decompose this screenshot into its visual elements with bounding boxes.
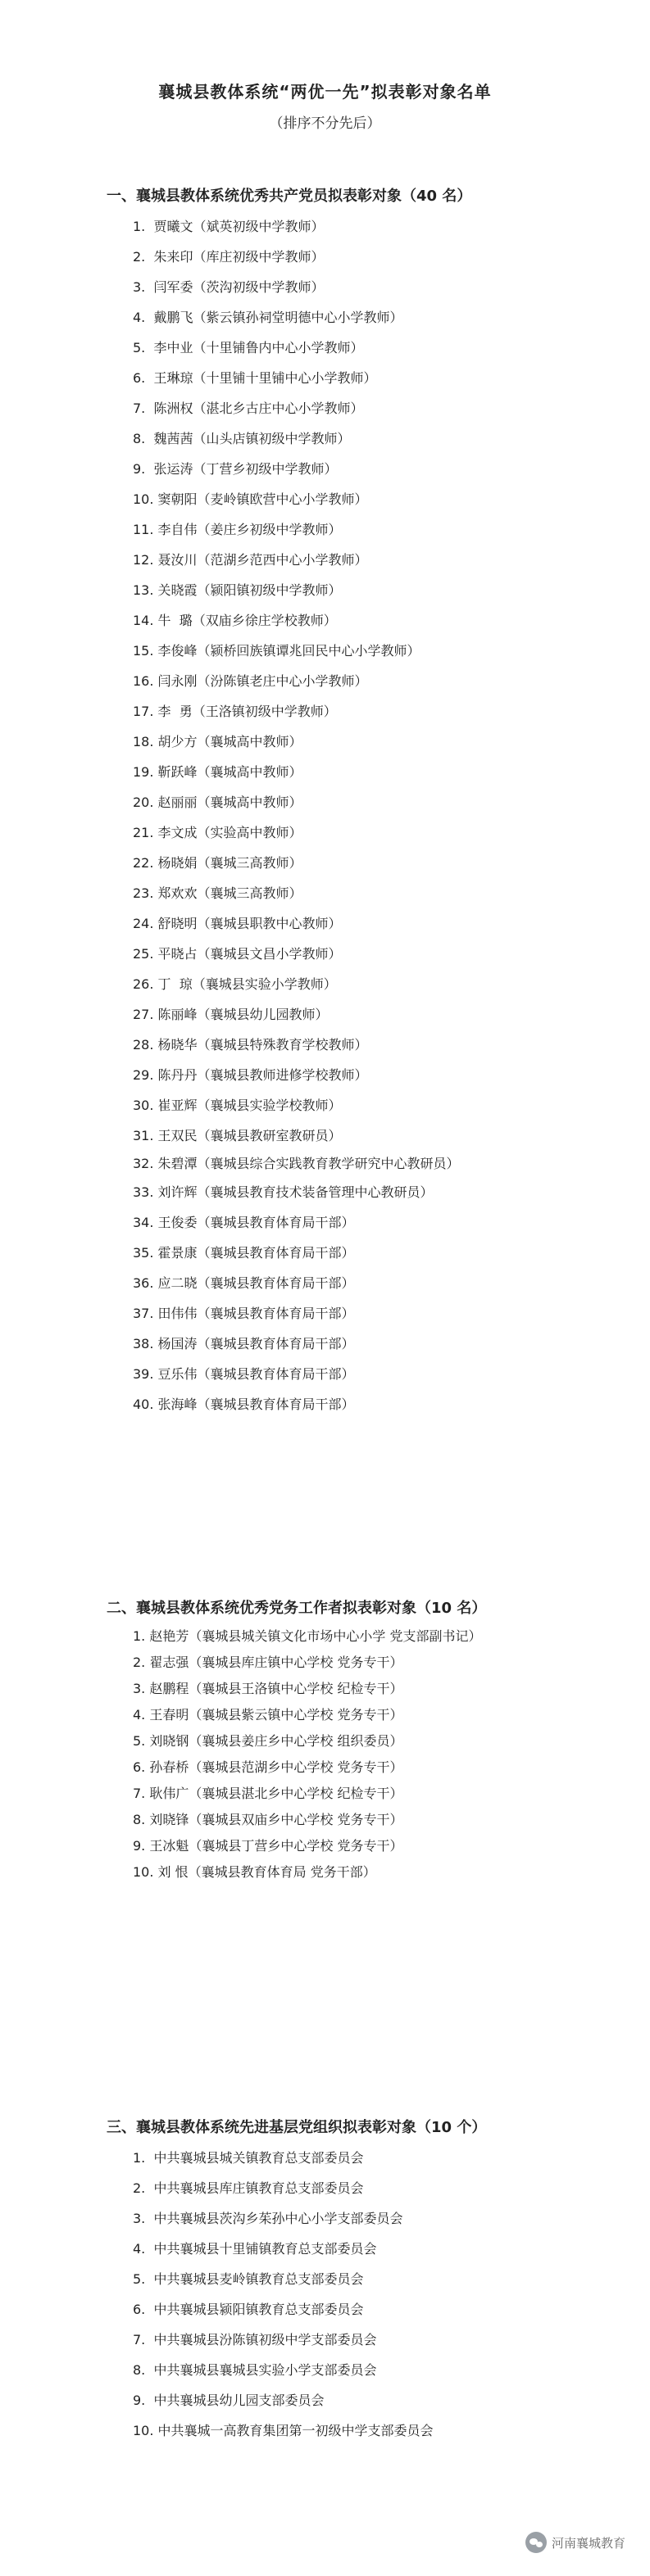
list-item: 9. 王冰魁（襄城县丁营乡中心学校 党务专干） <box>133 1838 403 1854</box>
list-item: 18. 胡少方（襄城高中教师） <box>133 734 302 749</box>
page-subtitle: （排序不分先后） <box>269 115 381 132</box>
list-item: 6. 中共襄城县颍阳镇教育总支部委员会 <box>133 2302 364 2317</box>
list-item: 4. 王春明（襄城县紫云镇中心学校 党务专干） <box>133 1707 403 1723</box>
list-item: 7. 中共襄城县汾陈镇初级中学支部委员会 <box>133 2332 377 2347</box>
list-item: 23. 郑欢欢（襄城三高教师） <box>133 885 302 901</box>
list-item: 10. 窦朝阳（麦岭镇欧营中心小学教师） <box>133 491 368 507</box>
list-item: 40. 张海峰（襄城县教育体育局干部） <box>133 1397 355 1412</box>
list-item: 4. 戴鹏飞（紫云镇孙祠堂明德中心小学教师） <box>133 310 403 325</box>
list-item: 1. 贾曦文（斌英初级中学教师） <box>133 219 325 234</box>
list-item: 7. 耿伟广（襄城县湛北乡中心学校 纪检专干） <box>133 1786 403 1801</box>
list-item: 13. 关晓霞（颍阳镇初级中学教师） <box>133 582 342 598</box>
list-item: 2. 翟志强（襄城县库庄镇中心学校 党务专干） <box>133 1655 403 1670</box>
list-item: 3. 闫军委（茨沟初级中学教师） <box>133 279 325 295</box>
section-list <box>0 211 650 1419</box>
list-item: 39. 豆乐伟（襄城县教育体育局干部） <box>133 1366 355 1382</box>
section-heading: 三、襄城县教体系统先进基层党组织拟表彰对象（10 个） <box>107 2119 487 2136</box>
list-item: 30. 崔亚辉（襄城县实验学校教师） <box>133 1098 342 1113</box>
section-party-workers <box>0 1594 650 1886</box>
list-item: 4. 中共襄城县十里铺镇教育总支部委员会 <box>133 2241 377 2257</box>
list-item: 24. 舒晓明（襄城县职教中心教师） <box>133 916 342 931</box>
list-item: 10. 刘 恨（襄城县教育体育局 党务干部） <box>133 1864 376 1880</box>
list-item: 21. 李文成（实验高中教师） <box>133 825 302 840</box>
list-item: 15. 李俊峰（颍桥回族镇谭兆回民中心小学教师） <box>133 643 420 659</box>
list-item: 9. 张运涛（丁营乡初级中学教师） <box>133 461 338 477</box>
list-item: 2. 中共襄城县库庄镇教育总支部委员会 <box>133 2180 364 2196</box>
section-heading: 一、襄城县教体系统优秀共产党员拟表彰对象（40 名） <box>107 188 472 205</box>
list-item: 33. 刘许辉（襄城县教育技术装备管理中心教研员） <box>133 1184 434 1200</box>
list-item: 5. 李中业（十里铺鲁内中心小学教师） <box>133 340 364 355</box>
list-item: 3. 中共襄城县茨沟乡茱孙中心小学支部委员会 <box>133 2211 403 2226</box>
section-party-organizations <box>0 2113 650 2446</box>
list-item: 25. 平晓占（襄城县文昌小学教师） <box>133 946 342 962</box>
list-item: 8. 刘晓锋（襄城县双庙乡中心学校 党务专干） <box>133 1812 403 1827</box>
section-list <box>0 2143 650 2446</box>
list-item: 6. 王琳琼（十里铺十里铺中心小学教师） <box>133 370 377 386</box>
list-item: 16. 闫永刚（汾陈镇老庄中心小学教师） <box>133 673 368 689</box>
page-title: 襄城县教体系统“两优一先”拟表彰对象名单 <box>158 82 492 102</box>
list-item: 14. 牛 璐（双庙乡徐庄学校教师） <box>133 613 337 628</box>
list-item: 7. 陈洲权（湛北乡古庄中心小学教师） <box>133 401 364 416</box>
list-item: 22. 杨晓娟（襄城三高教师） <box>133 855 302 871</box>
list-item: 1. 中共襄城县城关镇教育总支部委员会 <box>133 2150 364 2166</box>
list-item: 10. 中共襄城一高教育集团第一初级中学支部委员会 <box>133 2423 434 2438</box>
list-item: 36. 应二晓（襄城县教育体育局干部） <box>133 1275 355 1291</box>
list-item: 28. 杨晓华（襄城县特殊教育学校教师） <box>133 1037 368 1053</box>
list-item: 5. 刘晓钢（襄城县姜庄乡中心学校 组织委员） <box>133 1733 403 1749</box>
list-item: 11. 李自伟（姜庄乡初级中学教师） <box>133 522 342 537</box>
list-item: 32. 朱碧潭（襄城县综合实践教育教学研究中心教研员） <box>133 1156 460 1171</box>
list-item: 8. 中共襄城县襄城县实验小学支部委员会 <box>133 2362 377 2378</box>
list-item: 19. 靳跃峰（襄城高中教师） <box>133 764 302 780</box>
wechat-icon <box>525 2532 547 2553</box>
list-item: 35. 霍景康（襄城县教育体育局干部） <box>133 1245 355 1261</box>
list-item: 3. 赵鹏程（襄城县王洛镇中心学校 纪检专干） <box>133 1681 403 1696</box>
section-party-members <box>0 182 650 1419</box>
section-heading: 二、襄城县教体系统优秀党务工作者拟表彰对象（10 名） <box>107 1600 487 1617</box>
list-item: 37. 田伟伟（襄城县教育体育局干部） <box>133 1306 355 1321</box>
list-item: 17. 李 勇（王洛镇初级中学教师） <box>133 704 337 719</box>
list-item: 20. 赵丽丽（襄城高中教师） <box>133 795 302 810</box>
list-item: 27. 陈丽峰（襄城县幼儿园教师） <box>133 1007 329 1022</box>
list-item: 34. 王俊委（襄城县教育体育局干部） <box>133 1215 355 1230</box>
list-item: 8. 魏茜茜（山头店镇初级中学教师） <box>133 431 351 446</box>
list-item: 5. 中共襄城县麦岭镇教育总支部委员会 <box>133 2271 364 2287</box>
list-item: 12. 聂汝川（范湖乡范西中心小学教师） <box>133 552 368 568</box>
section-list <box>0 1623 650 1886</box>
list-item: 31. 王双民（襄城县教研室教研员） <box>133 1128 342 1143</box>
list-item: 1. 赵艳芳（襄城县城关镇文化市场中心小学 党支部副书记） <box>133 1628 482 1644</box>
watermark <box>525 2532 625 2553</box>
list-item: 29. 陈丹丹（襄城县教师进修学校教师） <box>133 1067 368 1083</box>
list-item: 2. 朱来印（库庄初级中学教师） <box>133 249 325 265</box>
list-item: 6. 孙春桥（襄城县范湖乡中心学校 党务专干） <box>133 1759 403 1775</box>
list-item: 9. 中共襄城县幼儿园支部委员会 <box>133 2393 325 2408</box>
watermark-text: 河南襄城教育 <box>551 2535 625 2551</box>
list-item: 26. 丁 琼（襄城县实验小学教师） <box>133 976 337 992</box>
list-item: 38. 杨国涛（襄城县教育体育局干部） <box>133 1336 355 1351</box>
